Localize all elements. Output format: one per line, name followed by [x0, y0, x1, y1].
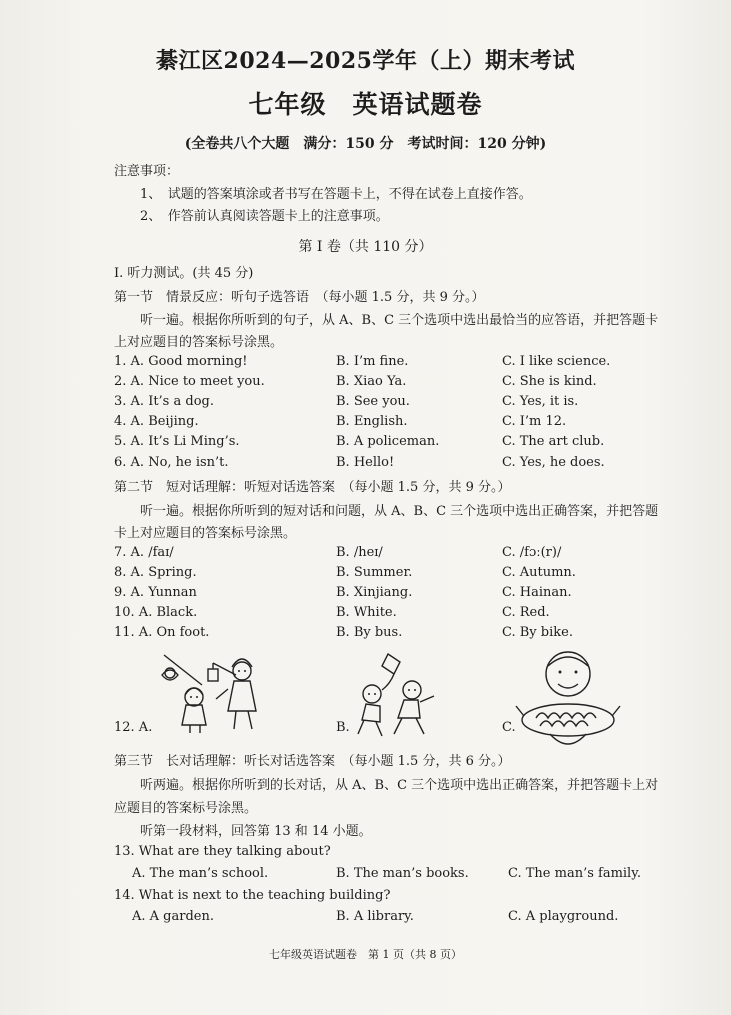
section2-instruction-cont: 卡上对应题目的答案标号涂黑。 [114, 526, 297, 541]
section3-instruction: 听两遍。根据你所听到的长对话，从 A、B、C 三个选项中选出正确答案，并把答题卡上对 [140, 778, 659, 793]
part1-title: I. 听力测试。(共 45 分) [114, 266, 254, 281]
q8-option-a: 8. A. Spring. [114, 565, 197, 580]
q2-option-b: B. Xiao Ya. [336, 374, 407, 389]
q14-option-c: C. A playground. [508, 909, 619, 924]
q10-option-c: C. Red. [502, 605, 550, 620]
lantern-kids-illustration [150, 645, 270, 737]
notes-item-1: 1、 试题的答案填涂或者书写在答题卡上，不得在试卷上直接作答。 [140, 187, 532, 202]
section2-title: 第二节 短对话理解：听短对话选答案 （每小题 1.5 分，共 9 分。） [114, 480, 511, 495]
q7-option-b: B. /heɪ/ [336, 545, 383, 560]
q5-option-a: 5. A. It’s Li Ming’s. [114, 434, 240, 449]
q12-option-b: B. [336, 720, 350, 735]
q2-option-a: 2. A. Nice to meet you. [114, 374, 265, 389]
q3-option-c: C. Yes, it is. [502, 394, 579, 409]
section3-material: 听第一段材料，回答第 13 和 14 小题。 [140, 824, 372, 839]
section3-title: 第三节 长对话理解：听长对话选答案 （每小题 1.5 分，共 6 分。） [114, 754, 511, 769]
q8-option-c: C. Autumn. [502, 565, 576, 580]
q13-option-c: C. The man’s family. [508, 866, 641, 881]
section1-instruction-cont: 上对应题目的答案标号涂黑。 [114, 335, 284, 350]
q11-option-c: C. By bike. [502, 625, 573, 640]
q7-option-c: C. /fɔː(r)/ [502, 545, 562, 560]
page-footer: 七年级英语试题卷 第 1 页（共 8 页） [269, 948, 462, 961]
q8-option-b: B. Summer. [336, 565, 413, 580]
q6-option-a: 6. A. No, he isn’t. [114, 455, 229, 470]
notes-heading: 注意事项： [114, 164, 180, 179]
q9-option-b: B. Xinjiang. [336, 585, 413, 600]
q11-option-a: 11. A. On foot. [114, 625, 210, 640]
q13-stem: 13. What are they talking about? [114, 844, 331, 859]
q5-option-c: C. The art club. [502, 434, 605, 449]
q14-option-a: A. A garden. [132, 909, 214, 924]
q5-option-b: B. A policeman. [336, 434, 440, 449]
q2-option-c: C. She is kind. [502, 374, 597, 389]
q4-option-c: C. I’m 12. [502, 414, 567, 429]
q6-option-c: C. Yes, he does. [502, 455, 605, 470]
exam-title-line1: 綦江区2024—2025学年（上）期末考试 [156, 48, 575, 74]
q3-option-a: 3. A. It’s a dog. [114, 394, 214, 409]
q10-option-a: 10. A. Black. [114, 605, 198, 620]
q3-option-b: B. See you. [336, 394, 410, 409]
section3-instruction-cont: 应题目的答案标号涂黑。 [114, 801, 258, 816]
q12-option-a: 12. A. [114, 720, 153, 735]
q9-option-a: 9. A. Yunnan [114, 585, 197, 600]
q10-option-b: B. White. [336, 605, 397, 620]
q4-option-b: B. English. [336, 414, 408, 429]
q13-option-b: B. The man’s books. [336, 866, 469, 881]
q12-option-c: C. [502, 720, 516, 735]
kite-kids-illustration [350, 650, 450, 740]
q13-option-a: A. The man’s school. [132, 866, 269, 881]
section1-title: 第一节 情景反应：听句子选答语 （每小题 1.5 分，共 9 分。） [114, 290, 485, 305]
section1-instruction: 听一遍。根据你所听到的句子，从 A、B、C 三个选项中选出最恰当的应答语，并把答题卡 [140, 313, 659, 328]
q1-option-c: C. I like science. [502, 354, 611, 369]
dumplings-boy-illustration [510, 640, 630, 760]
q1-option-b: B. I’m fine. [336, 354, 409, 369]
q7-option-a: 7. A. /faɪ/ [114, 545, 174, 560]
q4-option-a: 4. A. Beijing. [114, 414, 199, 429]
exam-title-line2: 七年级 英语试题卷 [248, 90, 483, 119]
q6-option-b: B. Hello! [336, 455, 395, 470]
q14-stem: 14. What is next to the teaching building? [114, 888, 391, 903]
volume-title: 第 I 卷（共 110 分） [298, 239, 433, 255]
exam-info: (全卷共八个大题 满分：150 分 考试时间：120 分钟) [184, 136, 547, 152]
notes-item-2: 2、 作答前认真阅读答题卡上的注意事项。 [140, 209, 389, 224]
q14-option-b: B. A library. [336, 909, 414, 924]
q11-option-b: B. By bus. [336, 625, 403, 640]
section2-instruction: 听一遍。根据你所听到的短对话和问题，从 A、B、C 三个选项中选出正确答案，并把答题 [140, 504, 659, 519]
q1-option-a: 1. A. Good morning! [114, 354, 248, 369]
q9-option-c: C. Hainan. [502, 585, 572, 600]
